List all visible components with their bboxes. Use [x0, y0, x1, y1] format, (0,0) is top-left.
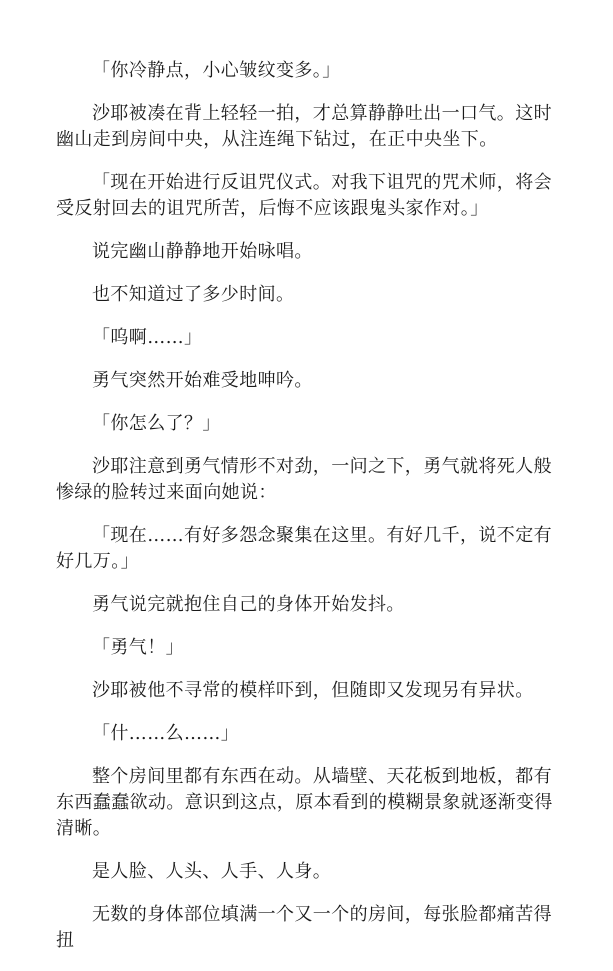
paragraph: 「现在……有好多怨念聚集在这里。有好几千，说不定有好几万。」: [56, 525, 552, 572]
paragraph: 是人脸、人头、人手、人身。: [92, 861, 332, 882]
paragraph: 「什……么……」: [92, 723, 240, 744]
paragraph: 「勇气！」: [92, 637, 184, 658]
paragraph: 「呜啊……」: [92, 327, 203, 348]
paragraph: 沙耶被他不寻常的模样吓到，但随即又发现另有异状。: [92, 680, 534, 701]
paragraph: 勇气说完就抱住自己的身体开始发抖。: [92, 594, 405, 615]
paragraph: 「你冷静点，小心皱纹变多。」: [92, 60, 341, 81]
paragraph: 沙耶被凑在背上轻轻一拍，才总算静静吐出一口气。这时幽山走到房间中央，从注连绳下钻过，在正中央坐下。: [56, 103, 552, 150]
paragraph: 「现在开始进行反诅咒仪式。对我下诅咒的咒术师，将会受反射回去的诅咒所苦，后悔不应该跟鬼头家作对。」: [56, 172, 552, 219]
paragraph: 勇气突然开始难受地呻吟。: [92, 370, 313, 391]
paragraph: 说完幽山静静地开始咏唱。: [92, 241, 313, 262]
paragraph: 也不知道过了多少时间。: [92, 284, 295, 305]
paragraph: 沙耶注意到勇气情形不对劲，一问之下，勇气就将死人般惨绿的脸转过来面向她说：: [56, 456, 552, 503]
paragraph: 整个房间里都有东西在动。从墙壁、天花板到地板，都有东西蠢蠢欲动。意识到这点，原本看到的模糊景象就逐渐变得清晰。: [56, 766, 553, 839]
paragraph: 无数的身体部位填满一个又一个的房间，每张脸都痛苦得扭: [56, 904, 552, 951]
paragraph: 「你怎么了？」: [92, 413, 221, 434]
body-text: [56, 58, 556, 971]
